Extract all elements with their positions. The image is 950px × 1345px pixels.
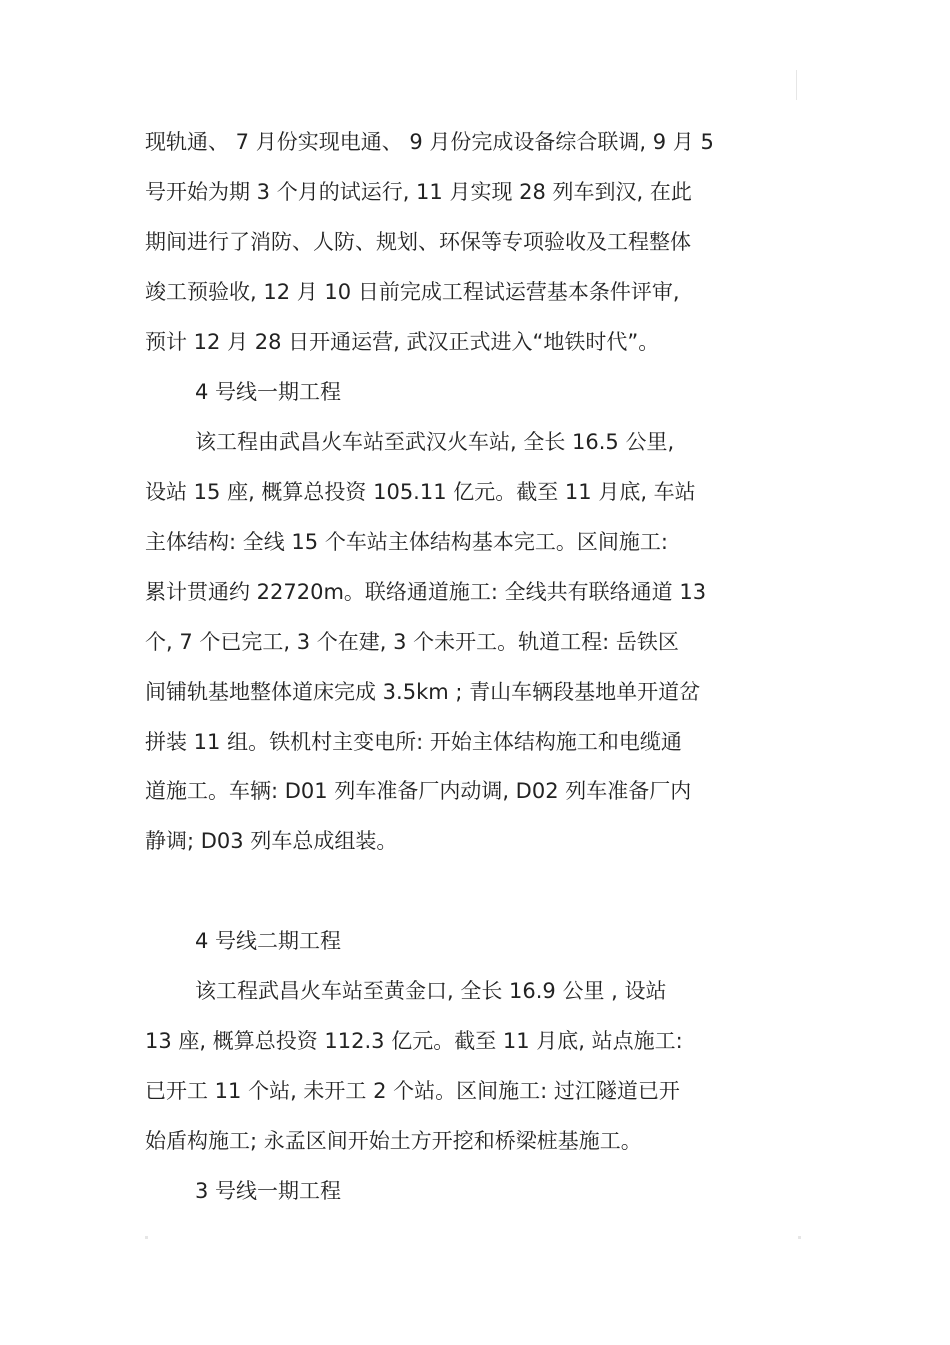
text-line: 设站 15 座, 概算总投资 105.11 亿元。截至 11 月底, 车站 <box>145 480 696 504</box>
section-heading: 4 号线一期工程 <box>195 380 342 404</box>
text-line: 现轨通、 7 月份实现电通、 9 月份完成设备综合联调, 9 月 5 <box>145 130 714 154</box>
text-line: 拼装 11 组。铁机村主变电所: 开始主体结构施工和电缆通 <box>145 730 682 754</box>
section-heading: 4 号线二期工程 <box>195 929 342 953</box>
text-line: 静调; D03 列车总成组装。 <box>145 829 398 853</box>
text-line: 期间进行了消防、人防、规划、环保等专项验收及工程整体 <box>145 230 691 254</box>
page-corner-mark <box>145 1236 148 1239</box>
text-line: 预计 12 月 28 日开通运营, 武汉正式进入“地铁时代”。 <box>145 330 660 354</box>
text-line: 间铺轨基地整体道床完成 3.5km ; 青山车辆段基地单开道岔 <box>145 680 701 704</box>
text-line: 道施工。车辆: D01 列车准备厂内动调, D02 列车准备厂内 <box>145 779 692 803</box>
text-line: 主体结构: 全线 15 个车站主体结构基本完工。区间施工: <box>145 530 668 554</box>
text-line: 该工程武昌火车站至黄金口, 全长 16.9 公里 , 设站 <box>195 979 667 1003</box>
text-line: 始盾构施工; 永孟区间开始土方开挖和桥梁桩基施工。 <box>145 1129 642 1153</box>
text-line: 累计贯通约 22720m。联络通道施工: 全线共有联络通道 13 <box>145 580 707 604</box>
text-line: 个, 7 个已完工, 3 个在建, 3 个未开工。轨道工程: 岳铁区 <box>145 630 679 654</box>
text-line: 已开工 11 个站, 未开工 2 个站。区间施工: 过江隧道已开 <box>145 1079 680 1103</box>
section-heading: 3 号线一期工程 <box>195 1179 342 1203</box>
page-corner-mark <box>798 1236 801 1239</box>
text-line: 竣工预验收, 12 月 10 日前完成工程试运营基本条件评审, <box>145 280 680 304</box>
text-line: 号开始为期 3 个月的试运行, 11 月实现 28 列车到汉, 在此 <box>145 180 692 204</box>
page-edge-mark <box>796 70 797 100</box>
text-line: 该工程由武昌火车站至武汉火车站, 全长 16.5 公里, <box>195 430 675 454</box>
text-line: 13 座, 概算总投资 112.3 亿元。截至 11 月底, 站点施工: <box>145 1029 683 1053</box>
